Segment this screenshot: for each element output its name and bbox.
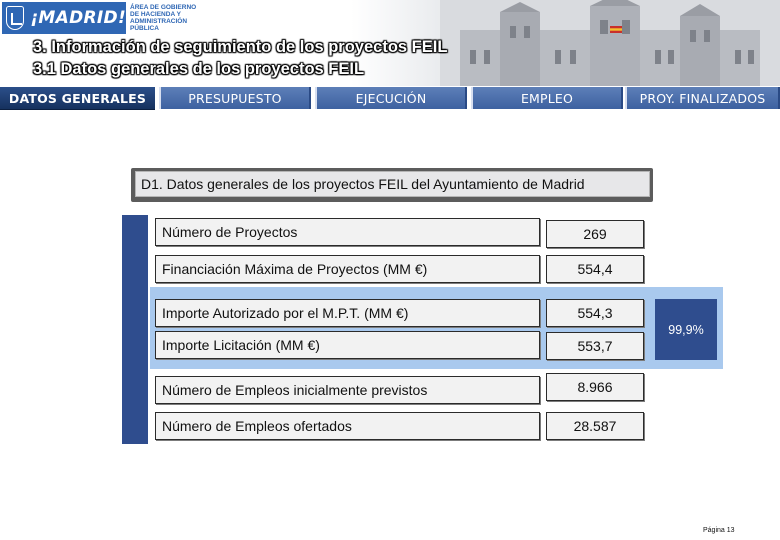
logo-text: ¡MADRID! — [30, 8, 126, 28]
row-label-numero-proyectos: Número de Proyectos — [155, 218, 540, 246]
row-label-importe-licitacion: Importe Licitación (MM €) — [155, 331, 540, 359]
row-value-empleos-previstos: 8.966 — [546, 373, 644, 401]
row-value-empleos-ofertados: 28.587 — [546, 412, 644, 440]
tab-bar — [0, 87, 780, 111]
table-side-bar — [122, 215, 148, 444]
tab-datos-generales[interactable]: DATOS GENERALES — [0, 87, 155, 109]
percentage-badge: 99,9% — [655, 299, 717, 360]
page-number: Página 13 — [703, 527, 735, 534]
page-subtitle: 3.1 Datos generales de los proyectos FEIL — [33, 60, 365, 78]
row-value-numero-proyectos: 269 — [546, 220, 644, 248]
madrid-logo — [2, 2, 206, 34]
section-title-frame — [131, 168, 653, 202]
madrid-logo-badge — [2, 2, 126, 34]
tab-presupuesto[interactable]: PRESUPUESTO — [159, 87, 311, 109]
row-value-financiacion-maxima: 554,4 — [546, 255, 644, 283]
row-label-empleos-ofertados: Número de Empleos ofertados — [155, 412, 540, 440]
page-title: 3. Información de seguimiento de los proyectos FEIL — [33, 38, 448, 56]
row-label-financiacion-maxima: Financiación Máxima de Proyectos (MM €) — [155, 255, 540, 283]
tab-empleo[interactable]: EMPLEO — [471, 87, 623, 109]
row-value-importe-autorizado: 554,3 — [546, 299, 644, 327]
row-value-importe-licitacion: 553,7 — [546, 332, 644, 360]
tab-ejecucion[interactable]: EJECUCIÓN — [315, 87, 467, 109]
row-label-empleos-previstos: Número de Empleos inicialmente previstos — [155, 376, 540, 404]
header-banner — [0, 0, 780, 86]
row-label-importe-autorizado: Importe Autorizado por el M.P.T. (MM €) — [155, 299, 540, 327]
logo-area-text: ÁREA DE GOBIERNO DE HACIENDA Y ADMINISTRACIÓN PÚBLICA — [130, 4, 197, 32]
city-hall-building-image — [440, 0, 780, 86]
tab-proy-finalizados[interactable]: PROY. FINALIZADOS — [625, 87, 780, 109]
crest-icon — [6, 6, 24, 30]
section-title: D1. Datos generales de los proyectos FEIL del Ayuntamiento de Madrid — [135, 171, 650, 197]
